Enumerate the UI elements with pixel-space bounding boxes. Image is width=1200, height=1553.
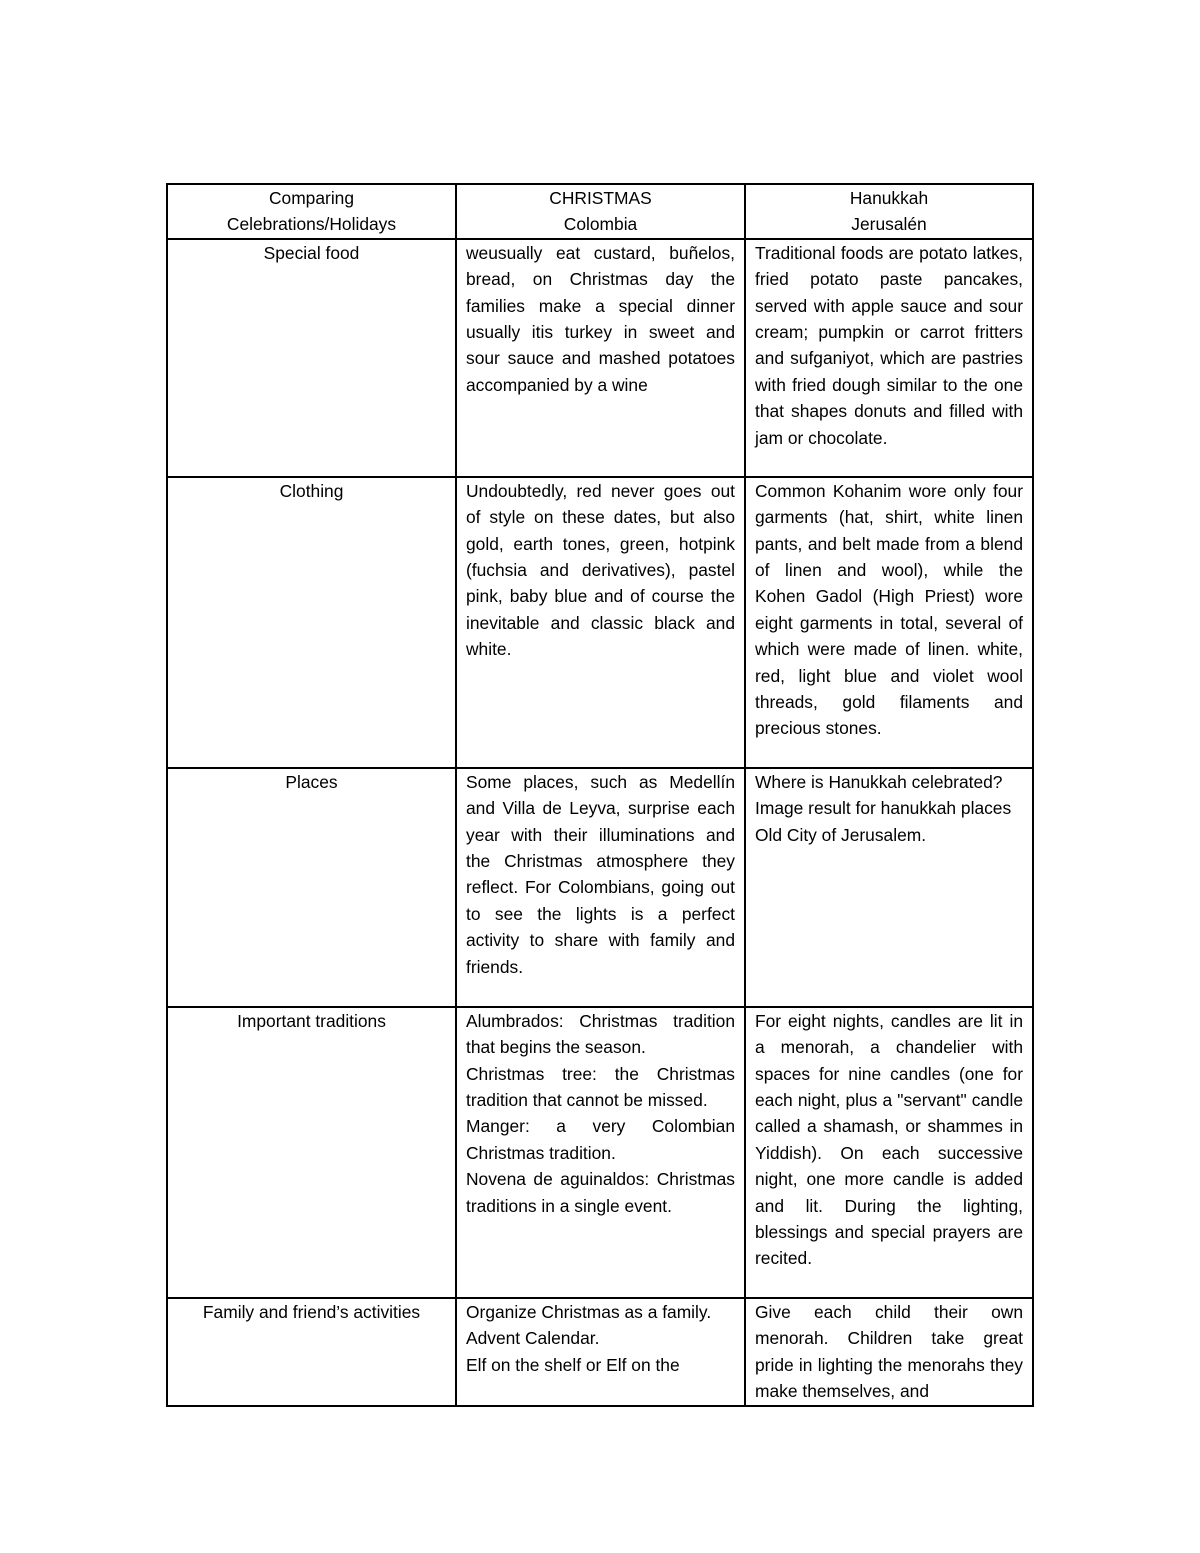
cell-paragraph: Old City of Jerusalem. bbox=[755, 824, 927, 845]
header-text: Hanukkah bbox=[849, 188, 929, 208]
cell-paragraph: Give each child their own menorah. Children take great pride in lighting the menorahs they make themselves, and bbox=[755, 1301, 1023, 1402]
hanukkah-cell bbox=[745, 477, 1033, 768]
table-header-row bbox=[167, 184, 1033, 239]
cell-paragraph: Organize Christmas as a family. bbox=[466, 1301, 712, 1322]
table-row bbox=[167, 768, 1033, 1007]
cell-paragraph: Alumbrados: Christmas tradition that begins the season. bbox=[466, 1010, 735, 1058]
header-text: Jerusalén bbox=[851, 214, 927, 235]
christmas-cell bbox=[456, 1298, 745, 1406]
table-row bbox=[167, 477, 1033, 768]
table-row bbox=[167, 1007, 1033, 1298]
cell-paragraph: Elf on the shelf or Elf on the bbox=[466, 1354, 680, 1375]
row-label: Important traditions bbox=[167, 1007, 456, 1298]
cell-paragraph: Common Kohanim wore only four garments (hat, shirt, white linen pants, and belt made from a blend of linen and wool), while the Kohen Gadol (High Priest) wore eight garments in total, several of which were made of linen. white, red, light blue and violet wool threads, gold filaments and precious stones. bbox=[755, 480, 1023, 739]
cell-paragraph: Where is Hanukkah celebrated? bbox=[755, 771, 1003, 792]
hanukkah-cell bbox=[745, 239, 1033, 477]
comparison-table bbox=[166, 183, 1034, 1407]
christmas-cell bbox=[456, 1007, 745, 1298]
hanukkah-cell bbox=[745, 1298, 1033, 1406]
christmas-cell bbox=[456, 768, 745, 1007]
hanukkah-cell bbox=[745, 1007, 1033, 1298]
cell-paragraph: Some places, such as Medellín and Villa de Leyva, surprise each year with their illuminations and the Christmas atmosphere they reflect. For Colombians, going out to see the lights is a perfect activity to share with family and friends. bbox=[466, 771, 735, 977]
cell-paragraph: Undoubtedly, red never goes out of style on these dates, but also gold, earth tones, green, hotpink (fuchsia and derivatives), pastel pink, baby blue and of course the inevitable and classic black and white. bbox=[466, 480, 735, 660]
header-cell-hanukkah bbox=[745, 184, 1033, 239]
header-cell-comparing bbox=[167, 184, 456, 239]
cell-paragraph: Traditional foods are potato latkes, fried potato paste pancakes, served with apple sauce and sour cream; pumpkin or carrot fritters and sufganiyot, which are pastries with fried dough similar to the one that shapes donuts and filled with jam or chocolate. bbox=[755, 242, 1023, 448]
cell-paragraph: Manger: a very Colombian Christmas tradition. bbox=[466, 1116, 735, 1163]
row-label: Clothing bbox=[167, 477, 456, 768]
header-text: Celebrations/Holidays bbox=[226, 214, 397, 235]
cell-paragraph: Image result for hanukkah places bbox=[755, 798, 1012, 819]
christmas-cell bbox=[456, 239, 745, 477]
header-text: Comparing bbox=[268, 188, 355, 208]
header-text: Colombia bbox=[563, 214, 638, 235]
row-label: Places bbox=[167, 768, 456, 1007]
header-text: CHRISTMAS bbox=[549, 188, 652, 208]
cell-paragraph: For eight nights, candles are lit in a menorah, a chandelier with spaces for nine candles (one for each night, plus a "servant" candle called a shamash, or shammes in Yiddish). On each successive night, one more candle is added and lit. During the lighting, blessings and special prayers are recited. bbox=[755, 1010, 1023, 1269]
cell-paragraph: Novena de aguinaldos: Christmas traditions in a single event. bbox=[466, 1169, 735, 1216]
cell-paragraph: Christmas tree: the Christmas tradition that cannot be missed. bbox=[466, 1063, 735, 1111]
cell-paragraph: weusually eat custard, buñelos, bread, on Christmas day the families make a special dinner usually itis turkey in sweet and sour sauce and mashed potatoes accompanied by a wine bbox=[466, 242, 735, 395]
cell-paragraph: Advent Calendar. bbox=[466, 1328, 600, 1349]
row-label: Special food bbox=[167, 239, 456, 477]
table-row bbox=[167, 239, 1033, 477]
header-cell-christmas bbox=[456, 184, 745, 239]
table-row bbox=[167, 1298, 1033, 1406]
hanukkah-cell bbox=[745, 768, 1033, 1007]
christmas-cell bbox=[456, 477, 745, 768]
row-label: Family and friend’s activities bbox=[167, 1298, 456, 1406]
